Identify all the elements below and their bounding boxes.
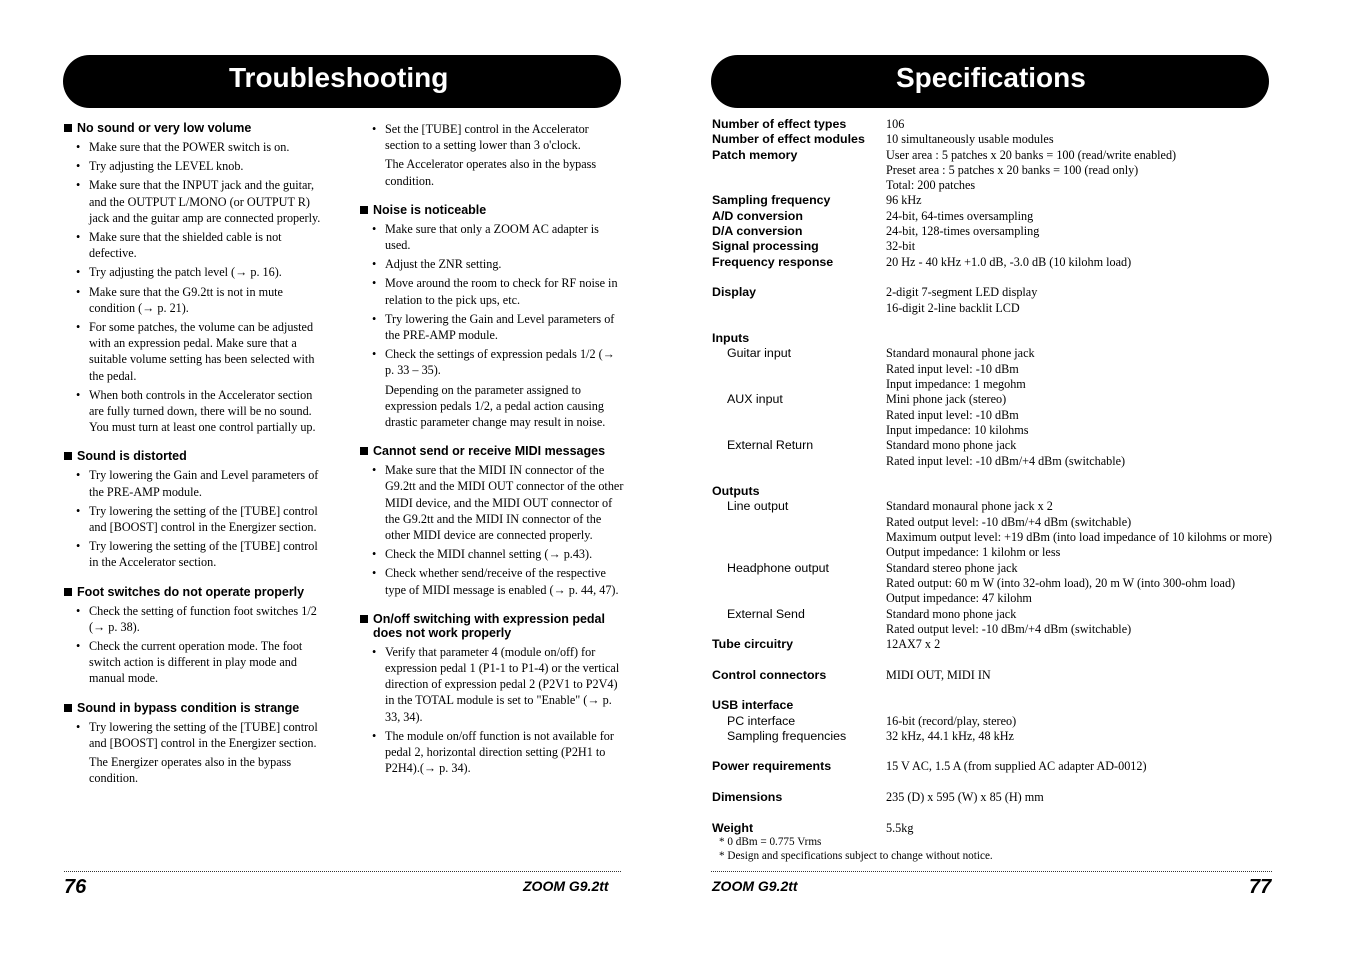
section-heading-text: Sound in bypass condition is strange [77,700,300,715]
spec-label [712,301,886,316]
bullet-icon: • [372,221,377,236]
spec-spacer [712,805,1282,820]
spec-label: Sampling frequency [712,193,831,208]
square-bullet-icon [64,124,72,132]
bullet-icon: • [372,257,377,272]
spec-row [712,301,1282,316]
bullet-icon: • [76,603,81,618]
bullet-icon: • [76,320,81,335]
spec-label: A/D conversion [712,208,803,223]
spec-label: PC interface [727,713,796,728]
spec-value: Input impedance: 10 kilohms [886,422,1029,437]
spec-row [712,530,1282,545]
spec-value: 12AX7 x 2 [886,637,941,652]
bullet-icon: • [76,639,81,654]
spec-value: Input impedance: 1 megohm [886,377,1026,392]
spec-row [712,591,1282,606]
page-number-left: 76 [64,876,87,898]
spec-value: 15 V AC, 1.5 A (from supplied AC adapter AD-0012) [886,759,1147,774]
section-heading [64,449,326,463]
spec-row [712,255,1282,270]
bullet-icon: • [76,284,81,299]
spec-label [712,423,886,438]
list-item [360,546,624,562]
list-item-text: Try lowering the setting of the [TUBE] control and [BOOST] control in the Energizer section. [89,503,318,535]
list-item-text: Check the MIDI channel setting (→ p.43). [385,547,593,562]
section-heading [360,612,624,640]
spec-label: D/A conversion [712,224,803,239]
spec-value: Mini phone jack (stereo) [886,392,1007,407]
left-footer-divider [64,871,621,872]
footnote: * 0 dBm = 0.775 Vrms [719,836,822,848]
spec-value: Rated output level: -10 dBm/+4 dBm (switchable) [886,621,1132,636]
spec-value: 20 Hz - 40 kHz +1.0 dB, -3.0 dB (10 kilohm load) [886,254,1132,269]
bullet-icon: • [76,503,81,518]
spec-label: Dimensions [712,790,783,805]
list-item [64,177,326,226]
bullet-list [64,467,326,570]
spec-label: Number of effect modules [712,132,865,147]
bullet-icon: • [76,140,81,154]
spec-value: 235 (D) x 595 (W) x 85 (H) mm [886,790,1044,805]
list-item [64,158,326,174]
bullet-list [64,603,326,687]
list-item-text: Try lowering the Gain and Level parameters of the PRE-AMP module. [385,311,615,343]
spec-row [712,285,1282,300]
bullet-icon: • [372,276,377,291]
spec-label [712,377,886,392]
spec-label: Sampling frequencies [727,728,847,743]
list-item [64,319,326,384]
spec-label: Control connectors [712,667,827,682]
section-heading [360,444,624,458]
list-item-text: Make sure that the shielded cable is not defective. [89,230,282,261]
spec-row [712,178,1282,193]
list-item [360,644,624,725]
spec-row [712,484,1282,499]
bullet-icon: • [76,178,81,193]
spec-row [712,209,1282,224]
specifications-table [712,117,1282,836]
list-item-text: Set the [TUBE] control in the Accelerator section to a setting lower than 3 o'clock. [385,122,589,153]
spec-value: 16-bit (record/play, stereo) [886,713,1017,728]
list-item-text: Check the current operation mode. The foot switch action is different in play mode and manual mode. [89,639,303,686]
bullet-icon: • [372,547,377,562]
spec-label: Number of effect types [712,117,847,131]
spec-label: Frequency response [712,254,834,269]
spec-row [712,438,1282,453]
troubleshooting-section [64,585,326,687]
list-item [360,221,624,253]
spec-value: Rated output level: -10 dBm/+4 dBm (switchable) [886,514,1132,529]
troubleshooting-column-1 [64,121,326,787]
spec-value: 24-bit, 128-times oversampling [886,224,1040,239]
footnotes [719,835,993,863]
bullet-list [360,644,624,777]
bullet-icon: • [76,468,81,483]
list-item [360,462,624,543]
bullet-icon: • [372,311,377,326]
bullet-list [360,121,624,189]
spec-label [712,591,886,606]
bullet-list [360,462,624,598]
right-footer-divider [711,871,1272,872]
spec-row [712,729,1282,744]
section-heading [64,585,326,599]
list-item-text: Try adjusting the LEVEL knob. [89,159,244,174]
spec-label [712,530,886,545]
spec-value: Rated input level: -10 dBm/+4 dBm (switchable) [886,453,1126,468]
square-bullet-icon [360,206,368,214]
spec-label: Patch memory [712,147,798,162]
spec-value: MIDI OUT, MIDI IN [886,667,991,682]
list-item [64,638,326,687]
troubleshooting-title-banner [63,55,621,108]
list-item-text: Verify that parameter 4 (module on/off) for expression pedal 1 (P1-1 to P1-4) or the vertical direction of expression pedal 2 (P2V1 to P2V4) in the TOTAL module is set to "Enable" (→ p. 33, 34). [385,644,620,724]
spec-label: External Send [727,606,805,621]
spec-value [886,331,1282,346]
spec-row [712,239,1282,254]
spec-label: Headphone output [727,560,829,575]
list-item-text: Check whether send/receive of the respective type of MIDI message is enabled (→ p. 44, 47). [385,566,619,597]
spec-label [712,622,886,637]
page-title: Troubleshooting [229,62,449,93]
list-item-text: Try lowering the Gain and Level parameters of the PRE-AMP module. [89,468,319,499]
list-item [64,719,326,751]
spec-label: Line output [727,499,789,514]
bullet-icon: • [76,387,81,402]
list-item [64,387,326,436]
spec-row [712,224,1282,239]
list-item [360,121,624,153]
spec-value: 5.5kg [886,820,914,835]
section-heading-text: No sound or very low volume [77,121,252,135]
bullet-list [64,719,326,787]
list-item-text: Make sure that the POWER switch is on. [89,140,290,154]
spec-spacer [712,744,1282,759]
bullet-icon: • [76,719,81,734]
spec-row [712,637,1282,652]
list-item [64,503,326,535]
section-heading-text: Cannot send or receive MIDI messages [373,444,606,459]
spec-value: Rated input level: -10 dBm [886,361,1019,376]
spec-row [712,423,1282,438]
spec-row [712,377,1282,392]
spec-label: Tube circuitry [712,637,794,652]
spec-label [712,408,886,423]
list-item [64,538,326,570]
list-item-text: The module on/off function is not available for pedal 2, horizontal direction setting (P2H1 to P2H4).(→ p. 34). [385,728,614,776]
troubleshooting-section [360,121,624,189]
list-item-text: For some patches, the volume can be adjusted with an expression pedal. Make sure that a suitable volume setting has been selected with the pedal. [89,320,315,383]
square-bullet-icon [64,588,72,596]
spec-value: 32 kHz, 44.1 kHz, 48 kHz [886,728,1014,743]
spec-value: 106 [886,117,905,131]
spec-row [712,607,1282,622]
spec-row [712,821,1282,836]
spec-label [712,576,886,591]
spec-label: Weight [712,820,754,835]
spec-row [712,622,1282,637]
spec-value: Rated output: 60 m W (into 32-ohm load), 20 m W (into 300-ohm load) [886,575,1236,590]
footnote: * Design and specifications subject to change without notice. [719,850,993,862]
section-heading-text: Foot switches do not operate properly [77,584,305,599]
spec-label: Display [712,285,757,300]
spec-value: Output impedance: 1 kilohm or less [886,545,1061,560]
page-number-right: 77 [1249,876,1272,898]
list-item-text: Make sure that the MIDI IN connector of the G9.2tt and the MIDI OUT connector of the other MIDI device, and the MIDI OUT connector of the G9.2tt and the MIDI IN connector of the other MIDI device are connected properly. [385,463,624,543]
bullet-icon: • [76,159,81,174]
spec-row [712,331,1282,346]
list-item-text: Try lowering the setting of the [TUBE] control and [BOOST] control in the Energizer section. [89,719,318,750]
list-item-text: Make sure that only a ZOOM AC adapter is used. [385,221,599,253]
list-item-text: Move around the room to check for RF noise in relation to the pick ups, etc. [385,276,618,307]
bullet-icon: • [76,265,81,280]
spec-row [712,545,1282,560]
spec-value [886,484,1282,499]
spec-spacer [712,652,1282,667]
spec-value: 24-bit, 64-times oversampling [886,208,1034,223]
spec-row [712,499,1282,514]
bullet-icon: • [372,644,377,659]
spec-row [712,132,1282,147]
list-item [360,311,624,343]
list-item-note: The Energizer operates also in the bypass condition. [89,755,292,786]
spec-row [712,117,1282,132]
bullet-list [360,221,624,430]
bullet-icon: • [76,539,81,554]
list-item [360,728,624,777]
list-item [360,346,624,378]
spec-row [712,346,1282,361]
list-item-note: Depending on the parameter assigned to expression pedals 1/2, a pedal action causing drastic parameter change may result in noise. [385,382,606,430]
spec-value: User area : 5 patches x 20 banks = 100 (read/write enabled) [886,147,1177,162]
bullet-icon: • [372,566,377,581]
spec-spacer [712,683,1282,698]
spec-row [712,163,1282,178]
section-heading-text: Sound is distorted [77,449,187,464]
troubleshooting-section [64,449,326,570]
spec-row [712,561,1282,576]
spec-value: Total: 200 patches [886,178,976,193]
spec-label [712,545,886,560]
spec-label [712,163,886,178]
troubleshooting-section [64,701,326,787]
list-item [64,139,326,155]
spec-row [712,515,1282,530]
section-heading [360,203,624,217]
section-heading-text: Noise is noticeable [373,202,487,217]
bullet-icon: • [372,122,377,136]
spec-value: Standard monaural phone jack [886,346,1035,361]
section-heading [64,121,326,135]
spec-spacer [712,469,1282,484]
section-heading [64,701,326,715]
spec-row [712,193,1282,208]
bullet-list [64,139,326,435]
troubleshooting-section [64,121,326,435]
spec-value: Standard monaural phone jack x 2 [886,499,1053,514]
spec-value: Output impedance: 47 kilohm [886,591,1032,606]
list-item [64,284,326,316]
bullet-icon: • [76,230,81,245]
spec-label [712,178,886,193]
spec-label [712,515,886,530]
list-item-text: Make sure that the G9.2tt is not in mute condition (→ p. 21). [89,284,283,315]
spec-row [712,714,1282,729]
spec-value: Standard mono phone jack [886,606,1017,621]
square-bullet-icon [64,452,72,460]
spec-value: 16-digit 2-line backlit LCD [886,300,1020,315]
spec-row [712,362,1282,377]
spec-label: AUX input [727,392,783,407]
list-item [360,565,624,597]
spec-label: Signal processing [712,239,819,254]
bullet-icon: • [372,463,377,478]
list-item [360,275,624,307]
list-item [64,229,326,261]
spec-row [712,668,1282,683]
list-item [64,603,326,635]
bullet-icon: • [372,347,377,362]
troubleshooting-column-2 [360,121,624,780]
bullet-icon: • [372,728,377,743]
model-name-left: ZOOM G9.2tt [523,878,609,894]
spec-spacer [712,270,1282,285]
spec-row [712,392,1282,407]
spec-value: Standard stereo phone jack [886,560,1018,575]
list-item-text: When both controls in the Accelerator section are fully turned down, there will be no sound. You must turn at least one control partially up. [89,387,316,435]
spec-label [712,454,886,469]
section-heading-text: On/off switching with expression pedal does not work properly [373,611,605,640]
list-item [64,264,326,280]
list-item [360,256,624,272]
spec-row [712,576,1282,591]
spec-value [886,698,1282,713]
list-item-text: Check the setting of function foot switches 1/2 (→ p. 38). [89,603,317,634]
list-item-text: Check the settings of expression pedals 1/2 (→ p. 33 – 35). [385,347,615,378]
spec-value: 2-digit 7-segment LED display [886,285,1038,300]
spec-label: Outputs [712,484,760,499]
spec-label: External Return [727,438,814,453]
spec-value: Standard mono phone jack [886,438,1017,453]
square-bullet-icon [64,704,72,712]
spec-value: Rated input level: -10 dBm [886,407,1019,422]
spec-row [712,454,1282,469]
list-item [64,467,326,499]
list-item-text: Make sure that the INPUT jack and the guitar, and the OUTPUT L/MONO (or OUTPUT R) jack and the guitar amp are connected properly. [89,178,321,225]
spec-row [712,698,1282,713]
square-bullet-icon [360,615,368,623]
list-item-text: Try adjusting the patch level (→ p. 16). [89,265,282,280]
spec-label: USB interface [712,698,794,713]
spec-label: Inputs [712,331,750,346]
spec-value: 10 simultaneously usable modules [886,132,1054,147]
list-item-note: The Accelerator operates also in the bypass condition. [385,157,597,188]
list-item-text: Adjust the ZNR setting. [385,257,502,272]
specifications-title-banner [711,55,1269,108]
spec-row [712,148,1282,163]
spec-spacer [712,316,1282,331]
troubleshooting-section [360,444,624,598]
model-name-right: ZOOM G9.2tt [712,878,798,894]
spec-value: 32-bit [886,239,916,254]
troubleshooting-section [360,612,624,777]
spec-row [712,408,1282,423]
list-item-text: Try lowering the setting of the [TUBE] control in the Accelerator section. [89,539,318,570]
spec-value: Maximum output level: +19 dBm (into load impedance of 10 kilohms or more) [886,530,1272,545]
spec-value: 96 kHz [886,193,922,208]
spec-value: Preset area : 5 patches x 20 banks = 100 (read only) [886,162,1139,177]
spec-label: Power requirements [712,759,832,774]
spec-spacer [712,775,1282,790]
page-title: Specifications [896,62,1086,93]
square-bullet-icon [360,447,368,455]
troubleshooting-section [360,203,624,430]
spec-label: Guitar input [727,346,792,361]
spec-row [712,759,1282,774]
spec-label [712,362,886,377]
spec-row [712,790,1282,805]
